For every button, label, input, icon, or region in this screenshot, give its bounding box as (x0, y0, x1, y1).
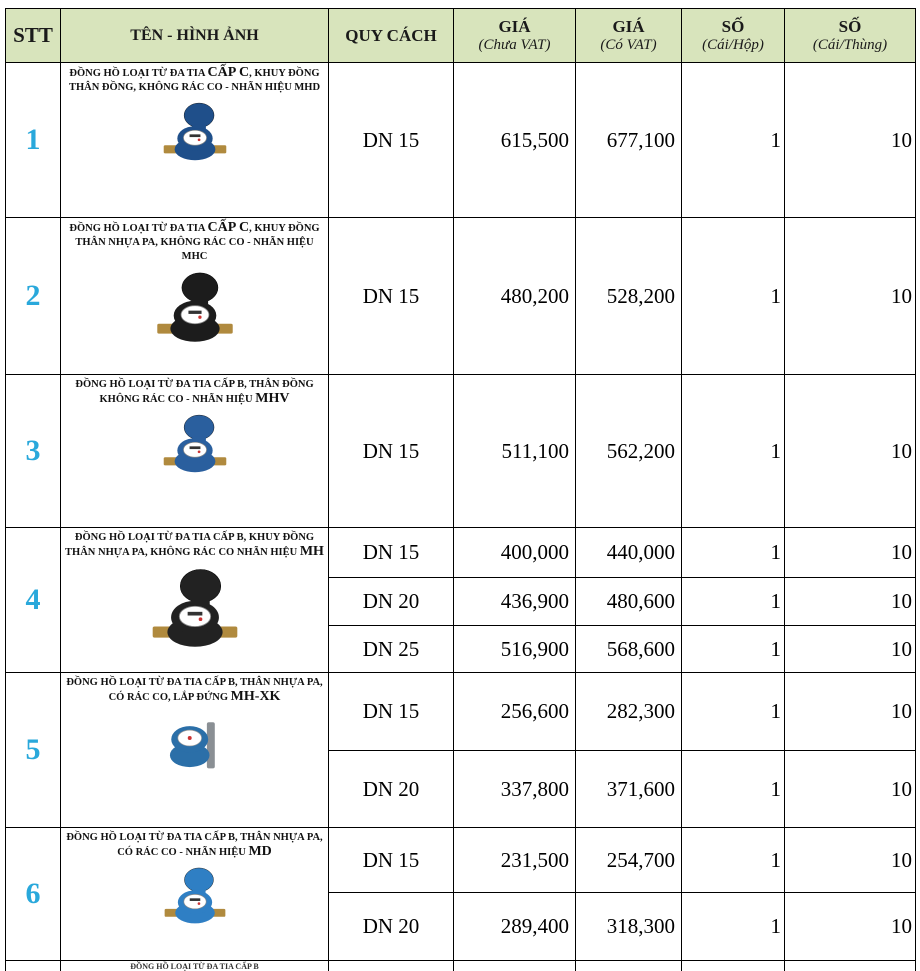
box-count-cell: 1 (682, 828, 785, 893)
product-name-pre: ĐỒNG HỒ LOẠI TỪ ĐA TIA CẤP B, THÂN NHỰA PA, CÓ RÁC CO - NHÃN HIỆU (66, 832, 323, 858)
vertical-blue-water-meter-icon (145, 709, 245, 780)
price-ex-cell: 289,400 (454, 893, 576, 961)
header-carton (785, 9, 916, 63)
product-name (61, 378, 328, 407)
spec-cell: DN 15 (329, 528, 454, 578)
product-name-pre: ĐỒNG HỒ LOẠI TỪ ĐA TIA CẤP B, THÂN ĐỒNG KHÔNG RÁC CO - NHÃN HIỆU (75, 379, 314, 405)
product-name-cell (61, 218, 329, 375)
price-inc-cell: 677,100 (576, 63, 682, 218)
product-name-pre: ĐỒNG HỒ LOẠI TỪ ĐA TIA CẤP B, KHUY ĐỒNG THÂN NHỰA PA, KHÔNG RÁC CO NHÃN HIỆU (65, 532, 315, 558)
product-name (61, 676, 328, 705)
header-carton-sub: (Cái/Thùng) (812, 37, 888, 53)
product-number: 3 (6, 375, 61, 528)
product-name-big: CẤP C (207, 220, 250, 235)
price-ex-cell: 516,900 (454, 626, 576, 673)
carton-count-cell: 10 (785, 375, 916, 528)
carton-count-cell: 10 (785, 528, 916, 578)
price-inc-cell: 440,000 (576, 528, 682, 578)
cut-row-cell (329, 961, 454, 971)
cut-row-cell (682, 961, 785, 971)
product-name-post: , KHUY ĐỒNG THÂN ĐỒNG, KHÔNG RÁC CO - NHÃN HIỆU MHD (68, 68, 321, 93)
box-count-cell: 1 (682, 751, 785, 828)
price-inc-cell: 568,600 (576, 626, 682, 673)
price-ex-cell: 256,600 (454, 673, 576, 751)
box-count-cell: 1 (682, 893, 785, 961)
header-price-inc-main: GIÁ (612, 17, 645, 36)
header-name: TÊN - HÌNH ẢNH (61, 9, 329, 63)
black-plastic-water-meter-icon (145, 564, 245, 661)
box-count-cell: 1 (682, 218, 785, 375)
product-name-pre: ĐỒNG HỒ LOẠI TỪ ĐA TIA (69, 223, 208, 234)
header-carton-main: SỐ (838, 17, 862, 36)
carton-count-cell: 10 (785, 828, 916, 893)
carton-count-cell: 10 (785, 578, 916, 626)
spec-cell: DN 25 (329, 626, 454, 673)
price-ex-cell: 337,800 (454, 751, 576, 828)
product-name-big: CẤP C (207, 65, 250, 80)
spec-cell: DN 20 (329, 893, 454, 961)
table-body (6, 63, 916, 971)
product-name-pre: ĐỒNG HỒ LOẠI TỪ ĐA TIA CẤP B, THÂN NHỰA PA, CÓ RÁC CO, LẮP ĐỨNG (66, 677, 323, 703)
box-count-cell: 1 (682, 528, 785, 578)
price-ex-cell: 615,500 (454, 63, 576, 218)
price-inc-cell: 371,600 (576, 751, 682, 828)
product-name-cell (61, 528, 329, 673)
header-box-main: SỐ (721, 17, 745, 36)
header-box (682, 9, 785, 63)
price-table (5, 8, 916, 971)
product-name (61, 831, 328, 860)
product-number: 4 (6, 528, 61, 673)
product-name (61, 531, 328, 560)
product-name-cell (61, 375, 329, 528)
header-box-sub: (Cái/Hộp) (702, 37, 764, 53)
product-name-cell (61, 828, 329, 961)
table-row (6, 63, 916, 218)
blue-brass-water-meter-icon (145, 411, 245, 484)
price-inc-cell: 318,300 (576, 893, 682, 961)
product-name-big: MD (248, 844, 272, 859)
table-row (6, 528, 916, 578)
box-count-cell: 1 (682, 626, 785, 673)
product-number: 2 (6, 218, 61, 375)
price-inc-cell: 528,200 (576, 218, 682, 375)
box-count-cell: 1 (682, 63, 785, 218)
product-name-big: MHV (255, 391, 290, 406)
carton-count-cell: 10 (785, 626, 916, 673)
header-stt: STT (6, 9, 61, 63)
cut-row-cell (6, 961, 61, 971)
product-name (61, 66, 328, 95)
price-inc-cell: 282,300 (576, 673, 682, 751)
spec-cell: DN 15 (329, 63, 454, 218)
header-price-inc-sub: (Có VAT) (600, 37, 657, 53)
table-row (6, 375, 916, 528)
header-price-ex-sub: (Chưa VAT) (478, 37, 551, 53)
price-ex-cell: 400,000 (454, 528, 576, 578)
cut-row-cell (576, 961, 682, 971)
carton-count-cell: 10 (785, 673, 916, 751)
product-name-big: MH (299, 544, 324, 559)
price-inc-cell: 480,600 (576, 578, 682, 626)
spec-cell: DN 15 (329, 828, 454, 893)
product-name (61, 221, 328, 264)
carton-count-cell: 10 (785, 63, 916, 218)
box-count-cell: 1 (682, 578, 785, 626)
header-spec: QUY CÁCH (329, 9, 454, 63)
spec-cell: DN 20 (329, 751, 454, 828)
box-count-cell: 1 (682, 673, 785, 751)
table-row (6, 218, 916, 375)
carton-count-cell: 10 (785, 751, 916, 828)
product-name-pre: ĐỒNG HỒ LOẠI TỪ ĐA TIA (69, 68, 208, 79)
table-row (6, 828, 916, 893)
header-price-ex (454, 9, 576, 63)
product-name-post: , KHUY ĐỒNG THÂN NHỰA PA, KHÔNG RÁC CO - NHÃN HIỆU MHC (75, 223, 320, 262)
brass-water-meter-icon (145, 99, 245, 172)
table-row (6, 961, 916, 971)
header-row (6, 9, 916, 63)
product-name-cell (61, 63, 329, 218)
spec-cell: DN 15 (329, 375, 454, 528)
header-price-ex-main: GIÁ (498, 17, 531, 36)
product-number: 6 (6, 828, 61, 961)
cut-row-cell (785, 961, 916, 971)
black-water-meter-icon (145, 268, 245, 355)
product-number: 5 (6, 673, 61, 828)
cut-row-text: ĐỒNG HỒ LOẠI TỪ ĐA TIA CẤP B (61, 961, 329, 971)
price-ex-cell: 480,200 (454, 218, 576, 375)
product-name-big: MH-XK (230, 689, 281, 704)
price-ex-cell: 231,500 (454, 828, 576, 893)
spec-cell: DN 20 (329, 578, 454, 626)
table-row (6, 673, 916, 751)
carton-count-cell: 10 (785, 893, 916, 961)
cut-row-cell (454, 961, 576, 971)
spec-cell: DN 15 (329, 673, 454, 751)
header-price-inc (576, 9, 682, 63)
product-number: 1 (6, 63, 61, 218)
price-inc-cell: 254,700 (576, 828, 682, 893)
price-ex-cell: 436,900 (454, 578, 576, 626)
box-count-cell: 1 (682, 375, 785, 528)
carton-count-cell: 10 (785, 218, 916, 375)
price-ex-cell: 511,100 (454, 375, 576, 528)
spec-cell: DN 15 (329, 218, 454, 375)
product-name-cell (61, 673, 329, 828)
price-inc-cell: 562,200 (576, 375, 682, 528)
blue-plastic-water-meter-icon (145, 864, 245, 935)
